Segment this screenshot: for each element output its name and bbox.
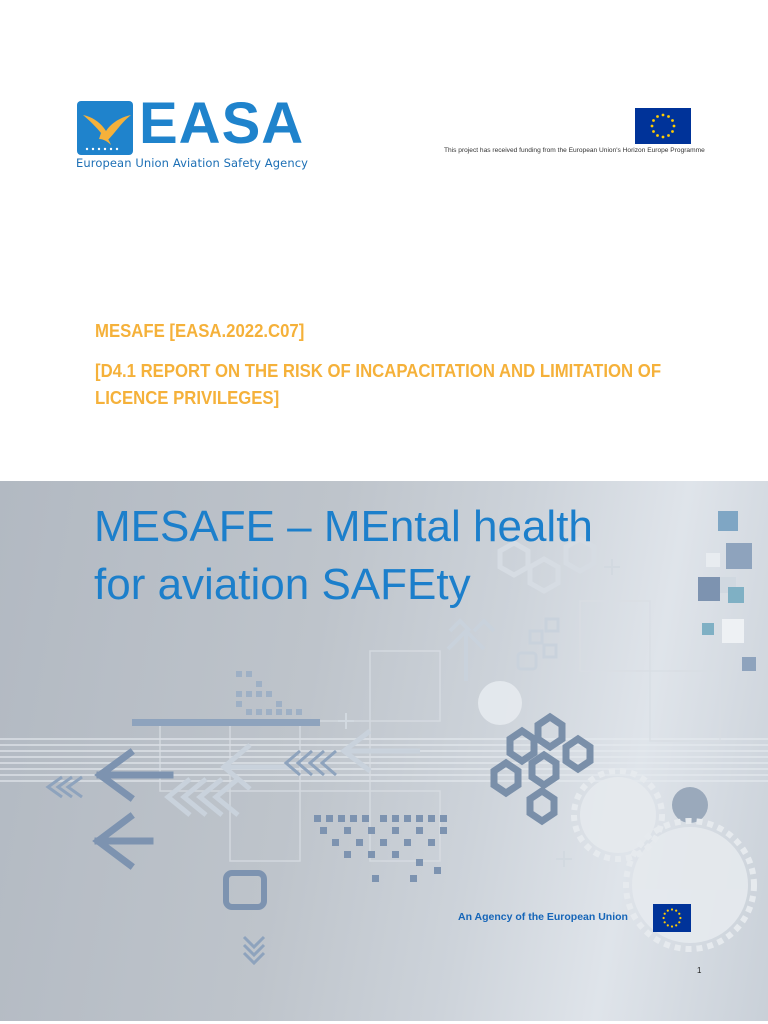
- page-number: 1: [697, 966, 702, 975]
- agency-label: An Agency of the European Union: [458, 911, 628, 923]
- eu-flag-icon: [635, 108, 691, 144]
- report-title: [D4.1 REPORT ON THE RISK OF INCAPACITATION AND LIMITATION OF LICENCE PRIVILEGES]: [95, 361, 662, 408]
- easa-logo-subtitle: European Union Aviation Safety Agency: [76, 156, 309, 170]
- easa-logo: [75, 91, 315, 178]
- easa-logo-text: EASA: [139, 91, 305, 156]
- cover-title-line-2: for aviation SAFEty: [94, 560, 471, 609]
- eu-flag-icon: [653, 904, 691, 932]
- cover-title-line-1: MESAFE – MEntal health: [94, 502, 593, 551]
- project-code: MESAFE [EASA.2022.C07]: [95, 321, 305, 341]
- cover-title: [94, 498, 694, 614]
- funding-note: This project has received funding from the European Union's Horizon Europe Programme: [444, 147, 705, 154]
- easa-bird-logo-icon: [77, 101, 133, 155]
